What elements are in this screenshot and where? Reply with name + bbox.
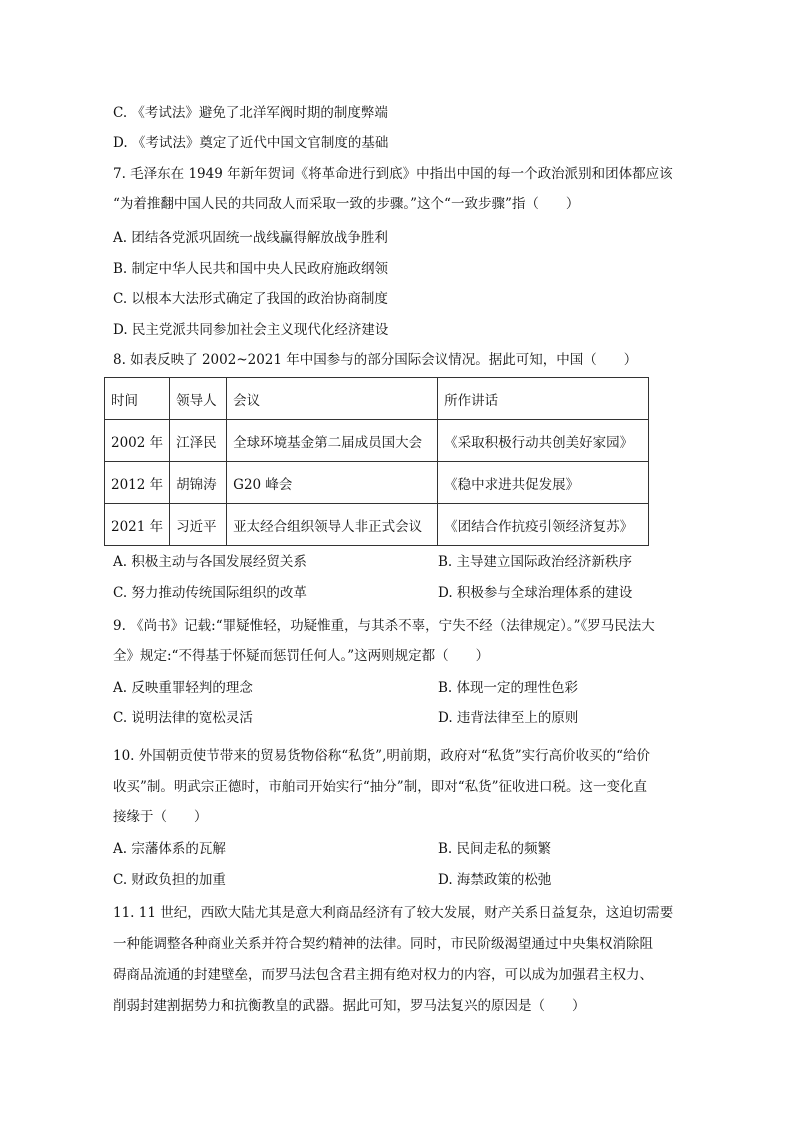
table-header-row: [105, 378, 649, 420]
q9-option-d: D. 违背法律至上的原则: [438, 710, 579, 726]
table-row: [105, 462, 649, 504]
table-cell: 《采取积极行动共创美好家园》: [438, 420, 649, 462]
q7-option-c: C. 以根本大法形式确定了我国的政治协商制度: [113, 291, 388, 307]
q6-option-c: C. 《考试法》避免了北洋军阀时期的制度弊端: [113, 105, 388, 121]
q8-option-c: C. 努力推动传统国际组织的改革: [113, 585, 307, 601]
q9-option-b: B. 体现一定的理性色彩: [438, 680, 579, 696]
q11-stem-line2: 一种能调整各种商业关系并符合契约精神的法律。同时，市民阶级渴望通过中央集权消除阻: [113, 936, 653, 952]
table-header-cell: 时间: [105, 378, 170, 420]
table-cell: 习近平: [170, 504, 227, 546]
table-row: [105, 504, 649, 546]
q10-stem-line3: 接缘于（ ）: [113, 809, 208, 825]
q9-option-c: C. 说明法律的宽松灵活: [113, 710, 253, 726]
q9-option-a: A. 反映重罪轻判的理念: [113, 680, 253, 696]
q10-option-a: A. 宗藩体系的瓦解: [113, 841, 226, 857]
q11-stem-line4: 削弱封建割据势力和抗衡教皇的武器。据此可知，罗马法复兴的原因是（ ）: [113, 998, 586, 1014]
q11-stem-line1: 11. 11 世纪，西欧大陆尤其是意大利商品经济有了较大发展，财产关系日益复杂，这迫切需要: [113, 905, 674, 921]
q10-stem-line2: 收买”制。明武宗正德时，市舶司开始实行“抽分”制，即对“私货”征收进口税。这一变化直: [113, 779, 648, 795]
table-header-cell: 领导人: [170, 378, 227, 420]
table-cell: 全球环境基金第二届成员国大会: [227, 420, 438, 462]
table-cell: 胡锦涛: [170, 462, 227, 504]
q9-stem-line1: 9. 《尚书》记载:“罪疑惟轻，功疑惟重，与其杀不辜，宁失不经（法律规定）。”《罗马民法大: [113, 618, 655, 634]
q8-option-d: D. 积极参与全球治理体系的建设: [438, 585, 633, 601]
table-cell: 2021 年: [105, 504, 170, 546]
q8-stem: 8. 如表反映了 2002~2021 年中国参与的部分国际会议情况。据此可知，中国（ ）: [113, 352, 638, 368]
table-cell: 《团结合作抗疫引领经济复苏》: [438, 504, 649, 546]
q7-option-b: B. 制定中华人民共和国中央人民政府施政纲领: [113, 261, 389, 277]
q11-stem-line3: 碍商品流通的封建壁垒，而罗马法包含君主拥有绝对权力的内容，可以成为加强君主权力、: [113, 967, 653, 983]
table-cell: 《稳中求进共促发展》: [438, 462, 649, 504]
q10-stem-line1: 10. 外国朝贡使节带来的贸易货物俗称“私货”,明前期，政府对“私货”实行高价收买的“给价: [113, 748, 651, 764]
table-header-cell: 会议: [227, 378, 438, 420]
conference-table: [104, 377, 649, 546]
table-cell: 2012 年: [105, 462, 170, 504]
q6-option-d: D. 《考试法》奠定了近代中国文官制度的基础: [113, 135, 389, 151]
table-cell: G20 峰会: [227, 462, 438, 504]
table-row: [105, 420, 649, 462]
table-cell: 2002 年: [105, 420, 170, 462]
q10-option-b: B. 民间走私的频繁: [438, 841, 552, 857]
q8-option-a: A. 积极主动与各国发展经贸关系: [113, 554, 307, 570]
q7-option-d: D. 民主党派共同参加社会主义现代化经济建设: [113, 322, 389, 338]
table-cell: 亚太经合组织领导人非正式会议: [227, 504, 438, 546]
q7-stem-line2: “为着推翻中国人民的共同敌人而采取一致的步骤。”这个“一致步骤”指（ ）: [113, 196, 580, 212]
table-cell: 江泽民: [170, 420, 227, 462]
q10-option-d: D. 海禁政策的松弛: [438, 872, 552, 888]
q7-stem-line1: 7. 毛泽东在 1949 年新年贺词《将革命进行到底》中指出中国的每一个政治派别和团体都应该: [113, 166, 673, 182]
q9-stem-line2: 全》规定:“不得基于怀疑而惩罚任何人。”这两则规定都（ ）: [113, 648, 490, 664]
q10-option-c: C. 财政负担的加重: [113, 872, 226, 888]
q8-option-b: B. 主导建立国际政治经济新秩序: [438, 554, 633, 570]
q7-option-a: A. 团结各党派巩固统一战线赢得解放战争胜利: [113, 230, 388, 246]
table-header-cell: 所作讲话: [438, 378, 649, 420]
